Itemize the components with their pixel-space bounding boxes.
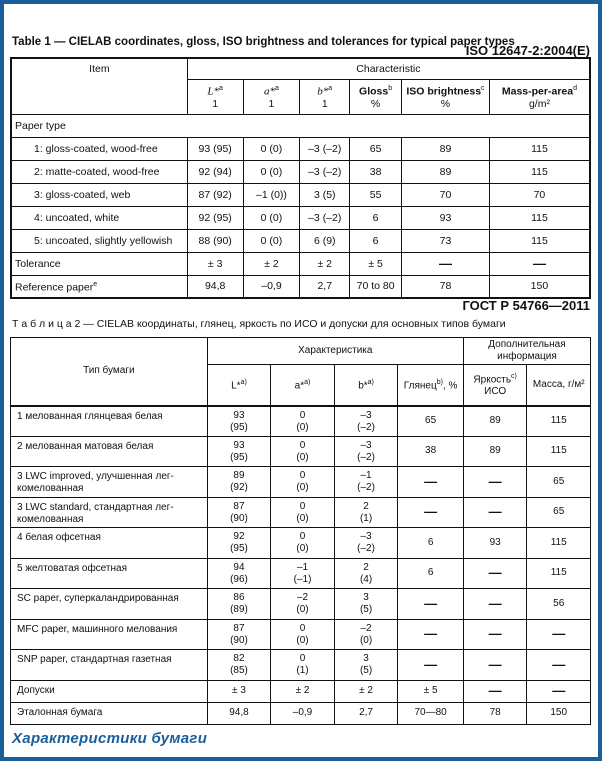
cell: —: [398, 589, 464, 620]
item-header: Item: [11, 58, 187, 114]
cell: 6: [350, 229, 402, 252]
column-header: [463, 365, 527, 406]
row-label: 3 LWC standard, стандартная лег- комелованная: [11, 497, 208, 528]
column-footnote: a): [304, 379, 311, 387]
table1-caption: Table 1 — CIELAB coordinates, gloss, ISO brightness and tolerances for typical paper types: [12, 36, 515, 48]
cell: ± 2: [243, 252, 300, 275]
column-header: [527, 365, 591, 406]
cell: 150: [527, 702, 591, 724]
cell: 3 (5): [300, 183, 350, 206]
column-header: [300, 79, 350, 114]
column-name: Масса,: [532, 378, 566, 390]
cell: 89: [463, 406, 527, 437]
column-footnote: a): [240, 379, 247, 387]
column-unit: г/м²: [565, 378, 585, 390]
column-header: [489, 79, 590, 114]
column-unit: 1: [268, 97, 275, 110]
summary-row: [11, 252, 590, 275]
cell: 115: [527, 436, 591, 467]
row-label-text: Tolerance: [15, 257, 61, 270]
cell: 115: [489, 206, 590, 229]
cell: 0 (0): [243, 229, 300, 252]
row-label: [11, 275, 187, 298]
row-label: 1: gloss-coated, wood-free: [11, 137, 187, 160]
cell: 94,8: [187, 275, 243, 298]
cell: –3 (–2): [334, 406, 398, 437]
table-row: [11, 589, 591, 620]
cell: —: [398, 497, 464, 528]
cell: 0 (0): [271, 467, 335, 498]
cell: 65: [350, 137, 402, 160]
column-header: [350, 79, 402, 114]
cell: 88 (90): [187, 229, 243, 252]
column-name: a*: [294, 380, 305, 392]
cell: 70 to 80: [350, 275, 402, 298]
column-name: ISO brightness: [406, 85, 482, 98]
column-unit: 1: [212, 97, 219, 110]
row-label-text: Reference paper: [15, 281, 94, 294]
cell: –0,9: [271, 702, 335, 724]
cell: 87 (92): [187, 183, 243, 206]
table-row: [11, 406, 591, 437]
table-row: [11, 558, 591, 589]
column-header: [187, 79, 243, 114]
cell: ± 2: [334, 680, 398, 702]
cell: 89 (92): [207, 467, 271, 498]
cell: —: [463, 619, 527, 650]
column-name: Глянец: [403, 380, 437, 392]
column-footnote: c): [511, 373, 517, 381]
cell: 55: [350, 183, 402, 206]
row-label: SC paper, суперкаландрированная: [11, 589, 208, 620]
row-label: 3: gloss-coated, web: [11, 183, 187, 206]
table-row: [11, 467, 591, 498]
cell: 89: [402, 160, 490, 183]
cell: 65: [398, 406, 464, 437]
cell: –1 (–1): [271, 558, 335, 589]
cell: 0 (0): [271, 497, 335, 528]
cell: 2,7: [334, 702, 398, 724]
cell: 93 (95): [207, 406, 271, 437]
cell: ± 5: [398, 680, 464, 702]
table-row: [11, 160, 590, 183]
cell: 0 (0): [271, 436, 335, 467]
cell: 38: [398, 436, 464, 467]
section-row: [11, 114, 590, 137]
row-label: [11, 252, 187, 275]
cell: 82 (85): [207, 650, 271, 681]
cell: –0,9: [243, 275, 300, 298]
column-footnote: a: [219, 85, 223, 93]
row-label: 5 желтоватая офсетная: [11, 558, 208, 589]
cell: 0 (0): [271, 619, 335, 650]
cell: —: [527, 650, 591, 681]
column-unit: %: [440, 97, 451, 110]
cell: —: [463, 467, 527, 498]
cell: –3 (–2): [334, 528, 398, 559]
column-name: L*: [231, 380, 241, 392]
column-unit: ИСО: [484, 386, 507, 398]
cell: —: [398, 650, 464, 681]
cell: 0 (1): [271, 650, 335, 681]
table-row: [11, 497, 591, 528]
additional-info-header: Дополнительная информация: [463, 338, 590, 365]
column-unit: , %: [442, 380, 458, 392]
table-row: [11, 183, 590, 206]
cell: —: [463, 680, 527, 702]
row-label: Эталонная бумага: [11, 702, 208, 724]
column-header: [334, 365, 398, 406]
paper-type-header: Тип бумаги: [11, 338, 208, 406]
cell: 70—80: [398, 702, 464, 724]
cell: 3 (5): [334, 650, 398, 681]
cell: 0 (0): [243, 206, 300, 229]
cell: –3 (–2): [334, 436, 398, 467]
cell: 0 (0): [271, 528, 335, 559]
cell: 92 (94): [187, 160, 243, 183]
cell: 115: [489, 137, 590, 160]
cell: –3 (–2): [300, 137, 350, 160]
cell: 93 (95): [187, 137, 243, 160]
cell: 115: [489, 160, 590, 183]
cell: —: [398, 619, 464, 650]
cell: –3 (–2): [300, 160, 350, 183]
cell: —: [463, 650, 527, 681]
row-footnote: e: [93, 281, 98, 288]
cell: –3 (–2): [300, 206, 350, 229]
cell: 2 (1): [334, 497, 398, 528]
column-unit: %: [370, 97, 381, 110]
characteristic-header: Характеристика: [207, 338, 463, 365]
cell: 6: [350, 206, 402, 229]
cell: 2 (4): [334, 558, 398, 589]
table-row: [11, 137, 590, 160]
column-name: Яркость: [473, 374, 512, 386]
cell: 94,8: [207, 702, 271, 724]
column-header: [271, 365, 335, 406]
cell: 70: [402, 183, 490, 206]
cell: 78: [463, 702, 527, 724]
cell: 87 (90): [207, 619, 271, 650]
row-label: MFC paper, машинного мелования: [11, 619, 208, 650]
cell: 78: [402, 275, 490, 298]
cell: –1 (0)): [243, 183, 300, 206]
column-footnote: c: [481, 85, 485, 93]
table-row: [11, 528, 591, 559]
row-label: SNP paper, стандартная газетная: [11, 650, 208, 681]
column-unit: g/m²: [528, 97, 550, 110]
cell: 87 (90): [207, 497, 271, 528]
row-label: 4 белая офсетная: [11, 528, 208, 559]
column-name: b*: [317, 85, 329, 98]
cell: 0 (0): [243, 137, 300, 160]
section-label: Paper type: [11, 114, 590, 137]
cell: ± 3: [187, 252, 243, 275]
column-footnote: b: [388, 85, 393, 93]
column-name: Gloss: [359, 85, 389, 98]
row-label: 2 мелованная матовая белая: [11, 436, 208, 467]
cell: 70: [489, 183, 590, 206]
cell: ± 2: [300, 252, 350, 275]
table2-caption: Т а б л и ц а 2 — CIELAB координаты, глянец, яркость по ИСО и допуски для основных типов бумаги: [12, 318, 506, 330]
cell: 6 (9): [300, 229, 350, 252]
cell: 0 (0): [271, 406, 335, 437]
row-label: 3 LWC improved, улучшенная лег- комелованная: [11, 467, 208, 498]
table-row: [11, 436, 591, 467]
cell: —: [463, 497, 527, 528]
column-header: [398, 365, 464, 406]
row-label: 4: uncoated, white: [11, 206, 187, 229]
cell: 115: [527, 528, 591, 559]
column-name: b*: [358, 380, 368, 392]
column-name: Mass-per-area: [501, 85, 574, 98]
column-header: [207, 365, 271, 406]
table1: [10, 57, 591, 299]
cell: 56: [527, 589, 591, 620]
column-header: [243, 79, 300, 114]
cell: 115: [489, 229, 590, 252]
cell: —: [463, 558, 527, 589]
column-footnote: a: [328, 85, 333, 93]
cell: —: [527, 619, 591, 650]
cell: 89: [402, 137, 490, 160]
table-row: [11, 206, 590, 229]
cell: 65: [527, 497, 591, 528]
cell: —: [402, 252, 490, 275]
cell: —: [489, 252, 590, 275]
cell: 89: [463, 436, 527, 467]
cell: ± 5: [350, 252, 402, 275]
row-label: 1 мелованная глянцевая белая: [11, 406, 208, 437]
column-footnote: a): [367, 379, 374, 387]
summary-row: [11, 680, 591, 702]
cell: 6: [398, 528, 464, 559]
cell: 93 (95): [207, 436, 271, 467]
cell: –2 (0): [334, 619, 398, 650]
column-name: a*: [264, 85, 275, 98]
summary-row: [11, 275, 590, 298]
column-footnote: d: [573, 85, 577, 93]
cell: —: [398, 467, 464, 498]
iso-standard-number: ISO 12647-2:2004(E): [465, 43, 590, 58]
summary-row: [11, 702, 591, 724]
cell: 65: [527, 467, 591, 498]
cell: 92 (95): [187, 206, 243, 229]
cell: 38: [350, 160, 402, 183]
column-footnote: b): [436, 379, 443, 387]
column-name: L*: [207, 85, 220, 98]
footer-title: Характеристики бумаги: [12, 730, 208, 747]
cell: 0 (0): [243, 160, 300, 183]
cell: 6: [398, 558, 464, 589]
row-label: 2: matte-coated, wood-free: [11, 160, 187, 183]
cell: –2 (0): [271, 589, 335, 620]
table-row: [11, 229, 590, 252]
cell: ± 3: [207, 680, 271, 702]
gost-standard-number: ГОСТ Р 54766—2011: [462, 298, 590, 313]
cell: 150: [489, 275, 590, 298]
cell: 2,7: [300, 275, 350, 298]
cell: —: [527, 680, 591, 702]
cell: 93: [402, 206, 490, 229]
table2: [10, 337, 591, 725]
cell: ± 2: [271, 680, 335, 702]
column-footnote: a: [275, 85, 279, 93]
cell: –1 (–2): [334, 467, 398, 498]
row-label: 5: uncoated, slightly yellowish: [11, 229, 187, 252]
cell: 115: [527, 558, 591, 589]
column-unit: 1: [321, 97, 328, 110]
row-label: Допуски: [11, 680, 208, 702]
cell: 3 (5): [334, 589, 398, 620]
table-row: [11, 650, 591, 681]
cell: 73: [402, 229, 490, 252]
table-row: [11, 619, 591, 650]
cell: 92 (95): [207, 528, 271, 559]
characteristic-header: Characteristic: [187, 58, 590, 79]
cell: 94 (96): [207, 558, 271, 589]
cell: 86 (89): [207, 589, 271, 620]
cell: —: [463, 589, 527, 620]
cell: 115: [527, 406, 591, 437]
column-header: [402, 79, 490, 114]
cell: 93: [463, 528, 527, 559]
